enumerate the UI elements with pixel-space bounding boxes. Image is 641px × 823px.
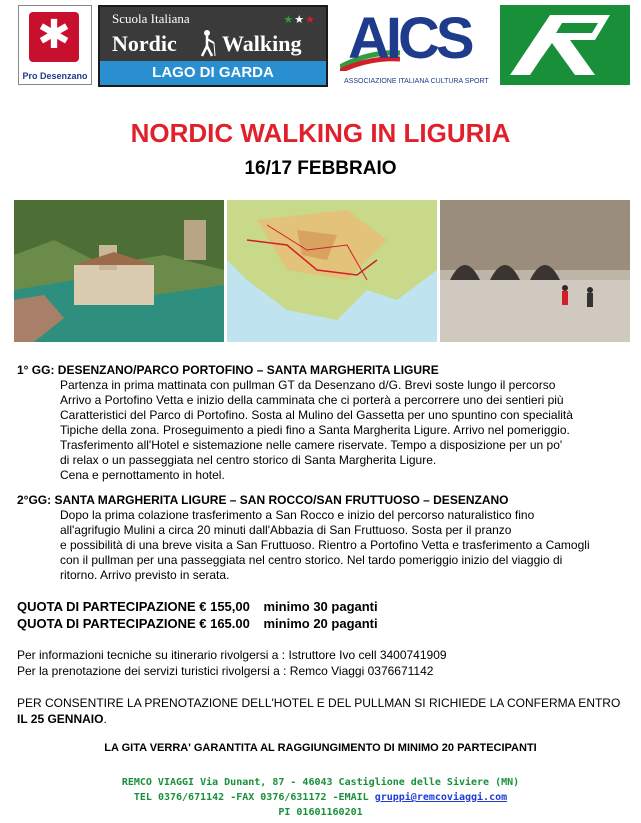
pro-desenzano-label: Pro Desenzano xyxy=(22,71,88,81)
price-row xyxy=(17,615,378,632)
aics-logo xyxy=(340,5,490,87)
page-subtitle: 16/17 FEBBRAIO xyxy=(244,158,397,179)
price-label: QUOTA DI PARTECIPAZIONE € 155,00 xyxy=(17,599,250,614)
day2-section xyxy=(17,493,627,583)
nordic-walking-logo xyxy=(98,5,328,87)
agency-phone-fax: TEL 0376/671142 -FAX 0376/631172 -EMAIL xyxy=(133,792,375,803)
day1-line: Trasferimento all'Hotel e sistemazione nelle camere riservate. Tempo a disposizione per un po' xyxy=(60,438,563,452)
contact-footer xyxy=(0,775,641,820)
day1-description xyxy=(17,378,627,483)
walker-icon xyxy=(198,29,216,57)
day2-line: Dopo la prima colazione trasferimento a San Rocco e inizio del percorso naturalistico fino xyxy=(60,508,535,522)
price-label: QUOTA DI PARTECIPAZIONE € 165.00 xyxy=(17,616,250,631)
lago-di-garda-label: LAGO DI GARDA xyxy=(100,61,326,85)
price-minimum: minimo 20 paganti xyxy=(263,616,378,631)
aics-subtitle: ASSOCIAZIONE ITALIANA CULTURA SPORT xyxy=(344,78,489,85)
day2-line: ritorno. Arrivo previsto in serata. xyxy=(60,568,230,582)
aics-wordmark: AICS xyxy=(348,6,471,71)
walking-word: Walking xyxy=(222,31,302,56)
email-link[interactable]: gruppi@remcoviaggi.com xyxy=(374,792,508,803)
day1-line: di relax o un passeggiata nel centro storico di Santa Margherita Ligure. xyxy=(60,453,437,467)
day2-description xyxy=(17,508,627,583)
info-section xyxy=(17,647,447,679)
day1-line: Arrivo a Portofino Vetta e inizio della camminata che ci porterà a percorrere uno dei sentieri più xyxy=(60,393,564,407)
nordic-school-label: Scuola Italiana xyxy=(112,11,190,26)
nordic-stars: ★★★ xyxy=(283,14,316,26)
info-booking: Per la prenotazione dei servizi turistici rivolgersi a : Remco Viaggi 0376671142 xyxy=(17,664,434,678)
day2-line: e possibilità di una breve visita a San Fruttuoso. Rientro a Portofino Vetta e trasferimento a Camogli xyxy=(60,538,590,552)
agency-vat: PI 01601160201 xyxy=(278,807,363,818)
confirmation-text: PER CONSENTIRE LA PRENOTAZIONE DELL'HOTEL E DEL PULLMAN SI RICHIEDE LA CONFERMA ENTRO xyxy=(17,696,621,710)
pro-desenzano-logo xyxy=(18,5,92,85)
remco-logo xyxy=(500,5,630,85)
photo-strip xyxy=(14,200,632,342)
day1-line: Partenza in prima mattinata con pullman GT da Desenzano d/G. Brevi soste lungo il percorso xyxy=(60,378,556,392)
price-minimum: minimo 30 paganti xyxy=(263,599,378,614)
nordic-word: Nordic xyxy=(112,31,177,56)
logo-strip xyxy=(10,5,635,85)
confirmation-end: . xyxy=(103,712,107,726)
day1-heading: 1° GG: DESENZANO/PARCO PORTOFINO – SANTA MARGHERITA LIGURE xyxy=(17,363,439,377)
day2-heading: 2°GG: SANTA MARGHERITA LIGURE – SAN ROCCO/SAN FRUTTUOSO – DESENZANO xyxy=(17,493,509,507)
confirmation-deadline: IL 25 GENNAIO xyxy=(17,712,104,726)
day1-line: Tipiche della zona. Proseguimento a piedi fino a Santa Margherita Ligure. Arrivo nel pomeriggio. xyxy=(60,423,570,437)
star-icon: ✱ xyxy=(37,13,71,57)
page-title: NORDIC WALKING IN LIGURIA xyxy=(130,118,511,148)
info-technical: Per informazioni tecniche su itinerario rivolgersi a : Istruttore Ivo cell 3400741909 xyxy=(17,648,447,662)
day1-section xyxy=(17,363,627,483)
abbazia-san-fruttuoso-photo xyxy=(14,200,224,342)
day1-line: Cena e pernottamento in hotel. xyxy=(60,468,225,482)
nordic-walkers-courtyard-photo xyxy=(440,200,630,342)
day1-line: Caratteristici del Parco di Portofino. Sosta al Mulino del Gassetta per uno spuntino con specialità xyxy=(60,408,573,422)
day2-line: con il pullman per una passeggiata nel centro storico. Nel tardo pomeriggio inizio del viaggio di xyxy=(60,553,563,567)
day2-line: all'agrifugio Mulini a circa 20 minuti dall'Abbazia di San Fruttuoso. Sosta per il pranzo xyxy=(60,523,512,537)
price-row xyxy=(17,598,378,615)
agency-address: REMCO VIAGGI Via Dunant, 87 - 46043 Castiglione delle Siviere (MN) xyxy=(121,777,520,788)
liguria-map-photo xyxy=(227,200,437,342)
agency-phone-line xyxy=(0,790,641,805)
confirmation-notice xyxy=(17,695,627,727)
guarantee-notice: LA GITA VERRA' GARANTITA AL RAGGIUNGIMENTO DI MINIMO 20 PARTECIPANTI xyxy=(104,742,537,754)
price-section xyxy=(17,598,378,632)
